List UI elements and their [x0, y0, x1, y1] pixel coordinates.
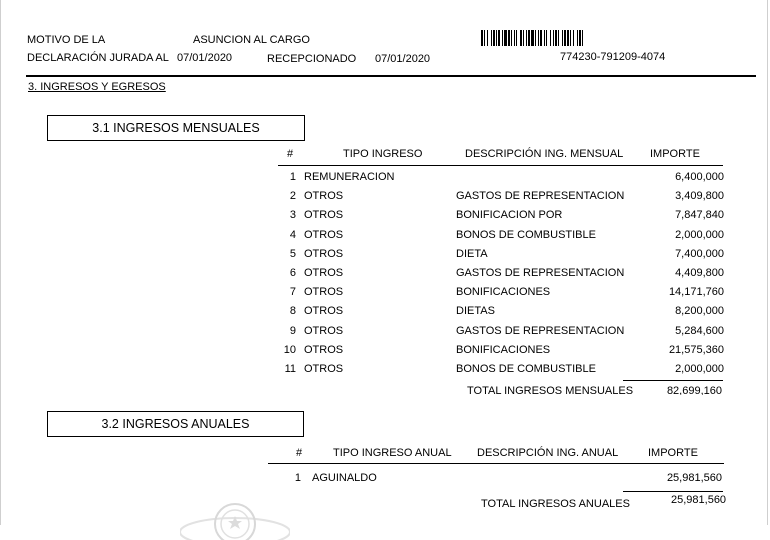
mensuales-row-importe: 2,000,000: [675, 363, 724, 375]
barcode-bar: [535, 30, 536, 46]
mensuales-row-desc: BONIFICACIONES: [456, 344, 551, 356]
anuales-total-label: TOTAL INGRESOS ANUALES: [481, 498, 630, 510]
barcode-bar: [558, 30, 559, 46]
section-title: 3. INGRESOS Y EGRESOS: [28, 81, 166, 93]
mensuales-row-importe: 2,000,000: [675, 229, 724, 241]
mensuales-row-num: 10: [283, 344, 296, 356]
mensuales-row-desc: BONIFICACION POR: [456, 209, 563, 221]
mensuales-row-desc: GASTOS DE REPRESENTACION: [456, 325, 625, 337]
barcode-bar: [555, 30, 557, 46]
mensuales-total-clip: [440, 382, 730, 395]
mensuales-total-value: 82,699,160: [666, 385, 722, 395]
mensuales-row-num: 5: [289, 248, 296, 260]
mensuales-row-desc: BONOS DE COMBUSTIBLE: [456, 229, 596, 241]
barcode-bar: [540, 30, 542, 46]
anuales-row-importe: 25,981,560: [666, 472, 722, 484]
barcode-bar: [538, 30, 539, 46]
mensuales-row-num: 3: [289, 209, 296, 221]
anuales-col-num: #: [296, 447, 303, 459]
mensuales-row-tipo: OTROS: [304, 344, 344, 356]
mensuales-col-tipo: TIPO INGRESO: [343, 148, 423, 160]
mensuales-row-num: 11: [284, 363, 296, 375]
barcode-bar: [567, 30, 569, 46]
mensuales-row-importe: 8,200,000: [675, 305, 724, 317]
mensuales-row-importe: 5,284,600: [675, 325, 724, 337]
mensuales-row-num: 6: [289, 267, 296, 279]
barcode-bar: [498, 30, 500, 46]
barcode-bar: [531, 30, 534, 46]
barcode-bar: [564, 30, 566, 46]
header-divider: [26, 75, 756, 77]
motivo-value: ASUNCION AL CARGO: [193, 34, 310, 46]
mensuales-row-tipo: OTROS: [304, 267, 344, 279]
barcode-bar: [493, 30, 495, 46]
anuales-total-rule: [623, 491, 723, 492]
anuales-title-box: 3.2 INGRESOS ANUALES: [47, 411, 304, 437]
mensuales-row-desc: DIETA: [456, 248, 488, 260]
mensuales-total-rule: [623, 380, 723, 381]
barcode-bar: [573, 30, 574, 46]
declaracion-date: 07/01/2020: [177, 52, 233, 64]
mensuales-row-importe: 21,575,360: [668, 344, 724, 356]
barcode-bar: [550, 30, 551, 46]
mensuales-row-num: 2: [289, 190, 296, 202]
anuales-row-num: 1: [294, 472, 301, 484]
barcode-bar: [481, 30, 483, 46]
anuales-col-tipo: TIPO INGRESO ANUAL: [333, 447, 452, 459]
mensuales-col-importe: IMPORTE: [650, 148, 700, 160]
mensuales-row-tipo: OTROS: [304, 209, 344, 221]
mensuales-row-importe: 4,409,800: [675, 267, 724, 279]
barcode-bar: [577, 30, 578, 46]
mensuales-row-tipo: REMUNERACION: [304, 171, 395, 183]
anuales-col-desc: DESCRIPCIÓN ING. ANUAL: [477, 447, 619, 459]
mensuales-row-desc: GASTOS DE REPRESENTACION: [456, 190, 625, 202]
mensuales-row-importe: 6,400,000: [675, 171, 724, 183]
barcode-bar: [562, 30, 563, 46]
motivo-label-line2: DECLARACIÓN JURADA AL: [27, 52, 169, 64]
mensuales-row-num: 4: [289, 229, 296, 241]
barcode-bar: [546, 30, 547, 46]
barcode-bar: [514, 30, 515, 46]
mensuales-row-importe: 7,847,840: [675, 209, 724, 221]
mensuales-row-importe: 14,171,760: [668, 286, 724, 298]
barcode: [481, 30, 739, 46]
mensuales-row-tipo: OTROS: [304, 305, 344, 317]
mensuales-row-tipo: OTROS: [304, 229, 344, 241]
mensuales-total-label: TOTAL INGRESOS MENSUALES: [467, 385, 634, 395]
mensuales-row-tipo: OTROS: [304, 286, 344, 298]
barcode-bar: [526, 30, 527, 46]
mensuales-row-num: 1: [289, 171, 296, 183]
barcode-bar: [516, 30, 517, 46]
barcode-bar: [496, 30, 497, 46]
barcode-bar: [523, 30, 524, 46]
barcode-bar: [491, 30, 492, 46]
barcode-bar: [504, 30, 507, 46]
mensuales-row-importe: 7,400,000: [675, 248, 724, 260]
motivo-label-line1: MOTIVO DE LA: [27, 34, 106, 46]
watermark-seal-icon: [180, 500, 290, 540]
barcode-bar: [484, 30, 485, 46]
barcode-bar: [502, 30, 503, 46]
mensuales-row-desc: BONIFICACIONES: [456, 286, 551, 298]
barcode-bar: [544, 30, 545, 46]
mensuales-title-box: 3.1 INGRESOS MENSUALES: [47, 115, 305, 141]
mensuales-row-num: 7: [289, 286, 296, 298]
anuales-total-value: 25,981,560: [671, 494, 727, 506]
mensuales-row-desc: BONOS DE COMBUSTIBLE: [456, 363, 596, 375]
recepcionado-date: 07/01/2020: [375, 53, 431, 65]
mensuales-row-tipo: OTROS: [304, 248, 344, 260]
mensuales-row-num: 8: [289, 305, 296, 317]
barcode-bar: [520, 30, 522, 46]
mensuales-header-rule: [278, 165, 723, 166]
mensuales-row-tipo: OTROS: [304, 363, 344, 375]
barcode-bar: [582, 30, 583, 46]
barcode-bar: [553, 30, 554, 46]
anuales-header-rule: [268, 463, 724, 464]
barcode-bar: [511, 30, 512, 46]
mensuales-col-desc: DESCRIPCIÓN ING. MENSUAL: [465, 148, 624, 160]
mensuales-row-num: 9: [289, 325, 296, 337]
mensuales-row-tipo: OTROS: [304, 190, 344, 202]
mensuales-row-desc: DIETAS: [456, 305, 495, 317]
anuales-col-importe: IMPORTE: [648, 447, 698, 459]
barcode-bar: [487, 30, 488, 46]
barcode-bar: [528, 30, 530, 46]
mensuales-row-importe: 3,409,800: [675, 190, 724, 202]
barcode-bar: [570, 30, 571, 46]
mensuales-row-desc: GASTOS DE REPRESENTACION: [456, 267, 625, 279]
mensuales-col-num: #: [287, 148, 294, 160]
anuales-row-tipo: AGUINALDO: [312, 472, 377, 484]
barcode-bar: [579, 30, 581, 46]
mensuales-row-tipo: OTROS: [304, 325, 344, 337]
barcode-bar: [508, 30, 510, 46]
recepcionado-label: RECEPCIONADO: [267, 53, 357, 65]
barcode-number: 774230-791209-4074: [560, 51, 666, 63]
